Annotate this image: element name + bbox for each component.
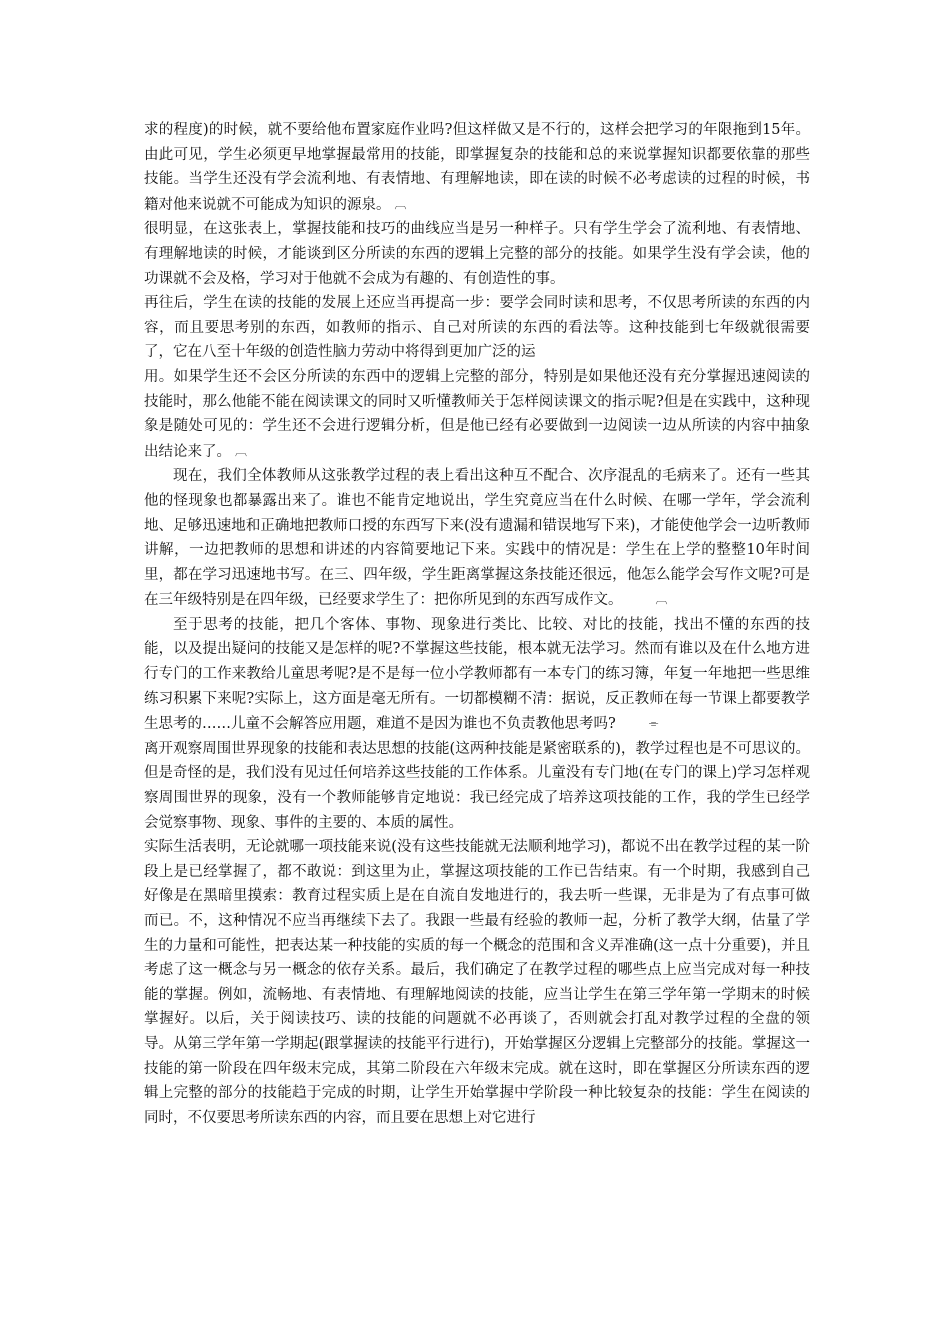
paragraph bbox=[144, 835, 810, 1130]
paragraph-mark-icon: ︹ bbox=[655, 592, 668, 607]
paragraph-text: 再往后，学生在读的技能的发展上还应当再提高一步：要学会同时读和思考，不仅思考所读的东西的内容，而且要思考别的东西，如教师的指示、自己对所读的东西的看法等。这种技能到七年级就很需要了，它在八至十年级的创造性脑力劳动中将得到更加广泛的运 bbox=[144, 295, 810, 361]
document-body bbox=[144, 118, 810, 1130]
paragraph bbox=[144, 217, 810, 291]
paragraph bbox=[144, 365, 810, 464]
paragraph-mark-icon: ︹ bbox=[394, 196, 407, 211]
paragraph bbox=[144, 291, 810, 365]
paragraph-text: 至于思考的技能，把几个客体、事物、现象进行类比、比较、对比的技能，找出不懂的东西的技能，以及提出疑问的技能又是怎样的呢?不掌握这些技能，根本就无法学习。然而有谁以及在什么地方进行专门的工作来教给儿童思考呢?是不是每一位小学教师都有一本专门的练习簿，年复一年地把一些思维练习积累下来呢?实际上，这方面是毫无所有。一切都模糊不清：据说，反正教师在每一节课上都要教学生思考的……儿童不会解答应用题，难道不是因为谁也不负责教他思考吗? bbox=[144, 616, 810, 733]
paragraph-mark-icon: ︹ bbox=[235, 443, 248, 458]
paragraph-text: 现在，我们全体教师从这张教学过程的表上看出这种互不配合、次序混乱的毛病来了。还有一些其他的怪现象也都暴露出来了。谁也不能肯定地说出，学生究竟应当在什么时候、在哪一学年，学会流利地、足够迅速地和正确地把教师口授的东西写下来(没有遗漏和错误地写下来)，才能使他学会一边听教师讲解，一边把教师的思想和讲述的内容简要地记下来。实践中的情况是：学生在上学的整整10年时间里，都在学习迅速地书写。在三、四年级，学生距离掌握这条技能还很远，他怎么能学会写作文呢?可是在三年级特别是在四年级，已经要求学生了：把你所见到的东西写成作文。 bbox=[144, 468, 810, 609]
paragraph-text: 用。如果学生还不会区分所读的东西中的逻辑上完整的部分，特别是如果他还没有充分掌握迅速阅读的技能时，那么他能不能在阅读课文的同时又听懂教师关于怎样阅读课文的指示呢?但是在实践中，这种现象是随处可见的：学生还不会进行逻辑分析，但是他已经有必要做到一边阅读一边从所读的内容中抽象出结论来了。 bbox=[144, 368, 810, 460]
paragraph-text: 求的程度)的时候，就不要给他布置家庭作业吗?但这样做又是不行的，这样会把学习的年限拖到15年。由此可见，学生必须更早地掌握最常用的技能，即掌握复杂的技能和总的来说掌握知识都要依靠的那些技能。当学生还没有学会流利地、有表情地、有理解地读，即在读的时候不必考虑读的过程的时候，书籍对他来说就不可能成为知识的源泉。 bbox=[144, 122, 810, 213]
paragraph bbox=[144, 118, 810, 217]
paragraph-text: 离开观察周围世界现象的技能和表达思想的技能(这两种技能是紧密联系的)，教学过程也是不可思议的。但是奇怪的是，我们没有见过任何培养这些技能的工作体系。儿童没有专门地(在专门的课上)学习怎样观察周围世界的现象，没有一个教师能够肯定地说：我已经完成了培养这项技能的工作，我的学生已经学会觉察事物、现象、事件的主要的、本质的属性。 bbox=[144, 740, 810, 831]
paragraph-text: 实际生活表明，无论就哪一项技能来说(没有这些技能就无法顺利地学习)，都说不出在教学过程的某一阶段上是已经掌握了，都不敢说：到这里为止，掌握这项技能的工作已告结束。有一个时期，我感到自己好像是在黑暗里摸索：教育过程实质上是在自流自发地进行的，我去听一些课，无非是为了有点事可做而已。不，这种情况不应当再继续下去了。我跟一些最有经验的教师一起，分析了教学大纲，估量了学生的力量和可能性，把表达某一种技能的实质的每一个概念的范围和含义弄准确(这一点十分重要)，并且考虑了这一概念与另一概念的依存关系。最后，我们确定了在教学过程的哪些点上应当完成对每一种技能的掌握。例如，流畅地、有表情地、有理解地阅读的技能，应当让学生在第三学年第一学期末的时候掌握好。以后，关于阅读技巧、读的技能的问题就不必再谈了，否则就会打乱对教学过程的全盘的领导。从第三学年第一学期起(跟掌握读的技能平行进行)，开始掌握区分逻辑上完整部分的技能。掌握这一技能的第一阶段在四年级末完成，其第二阶段在六年级末完成。就在这时，即在掌握区分所读东西的逻辑上完整的部分的技能趋于完成的时期，让学生开始掌握中学阶段一种比较复杂的技能：学生在阅读的同时，不仅要思考所读东西的内容，而且要在思想上对它进行 bbox=[144, 839, 810, 1126]
paragraph bbox=[144, 613, 810, 737]
paragraph-mark-icon: ⌯ bbox=[648, 716, 659, 731]
paragraph-text: 很明显，在这张表上，掌握技能和技巧的曲线应当是另一种样子。只有学生学会了流利地、有表情地、有理解地读的时候，才能谈到区分所读的东西的逻辑上完整的部分的技能。如果学生没有学会读，他的功课就不会及格，学习对于他就不会成为有趣的、有创造性的事。 bbox=[144, 221, 810, 287]
paragraph bbox=[144, 464, 810, 613]
paragraph bbox=[144, 737, 810, 835]
